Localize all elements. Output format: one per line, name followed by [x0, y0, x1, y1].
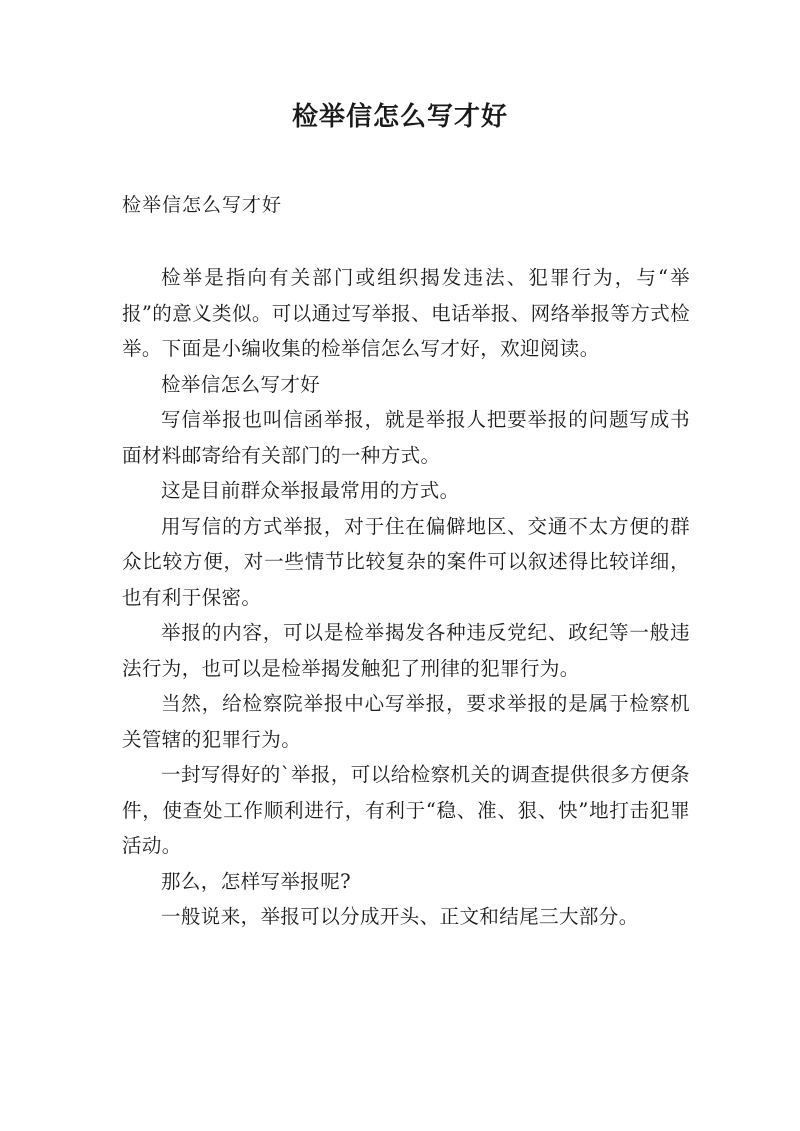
paragraph: 写信举报也叫信函举报，就是举报人把要举报的问题写成书面材料邮寄给有关部门的一种方式。: [122, 408, 690, 467]
paragraph: 用写信的方式举报，对于住在偏僻地区、交通不太方便的群众比较方便，对一些情节比较复杂的案件可以叙述得比较详细，也有利于保密。: [122, 514, 690, 609]
paragraph: 检举信怎么写才好: [161, 372, 321, 396]
document-title: 检举信怎么写才好: [291, 102, 508, 132]
document-body: [122, 260, 690, 935]
paragraph: 这是目前群众举报最常用的方式。: [161, 479, 460, 502]
paragraph: 一封写得好的`举报，可以给检察机关的调查提供很多方便条件，使查处工作顺利进行，有利于“稳、准、狠、快”地打击犯罪活动。: [122, 763, 690, 857]
paragraph: 检举是指向有关部门或组织揭发违法、犯罪行为，与“举报”的意义类似。可以通过写举报、电话举报、网络举报等方式检举。下面是小编收集的检举信怎么写才好，欢迎阅读。: [122, 266, 690, 360]
paragraph: 举报的内容，可以是检举揭发各种违反党纪、政纪等一般违法行为，也可以是检举揭发触犯了刑律的犯罪行为。: [122, 621, 690, 680]
document-subtitle: 检举信怎么写才好: [122, 194, 283, 216]
paragraph: 一般说来，举报可以分成开头、正文和结尾三大部分。: [161, 905, 639, 928]
paragraph: 那么，怎样写举报呢?: [161, 869, 351, 893]
paragraph: 当然，给检察院举报中心写举报，要求举报的是属于检察机关管辖的犯罪行为。: [122, 692, 690, 751]
